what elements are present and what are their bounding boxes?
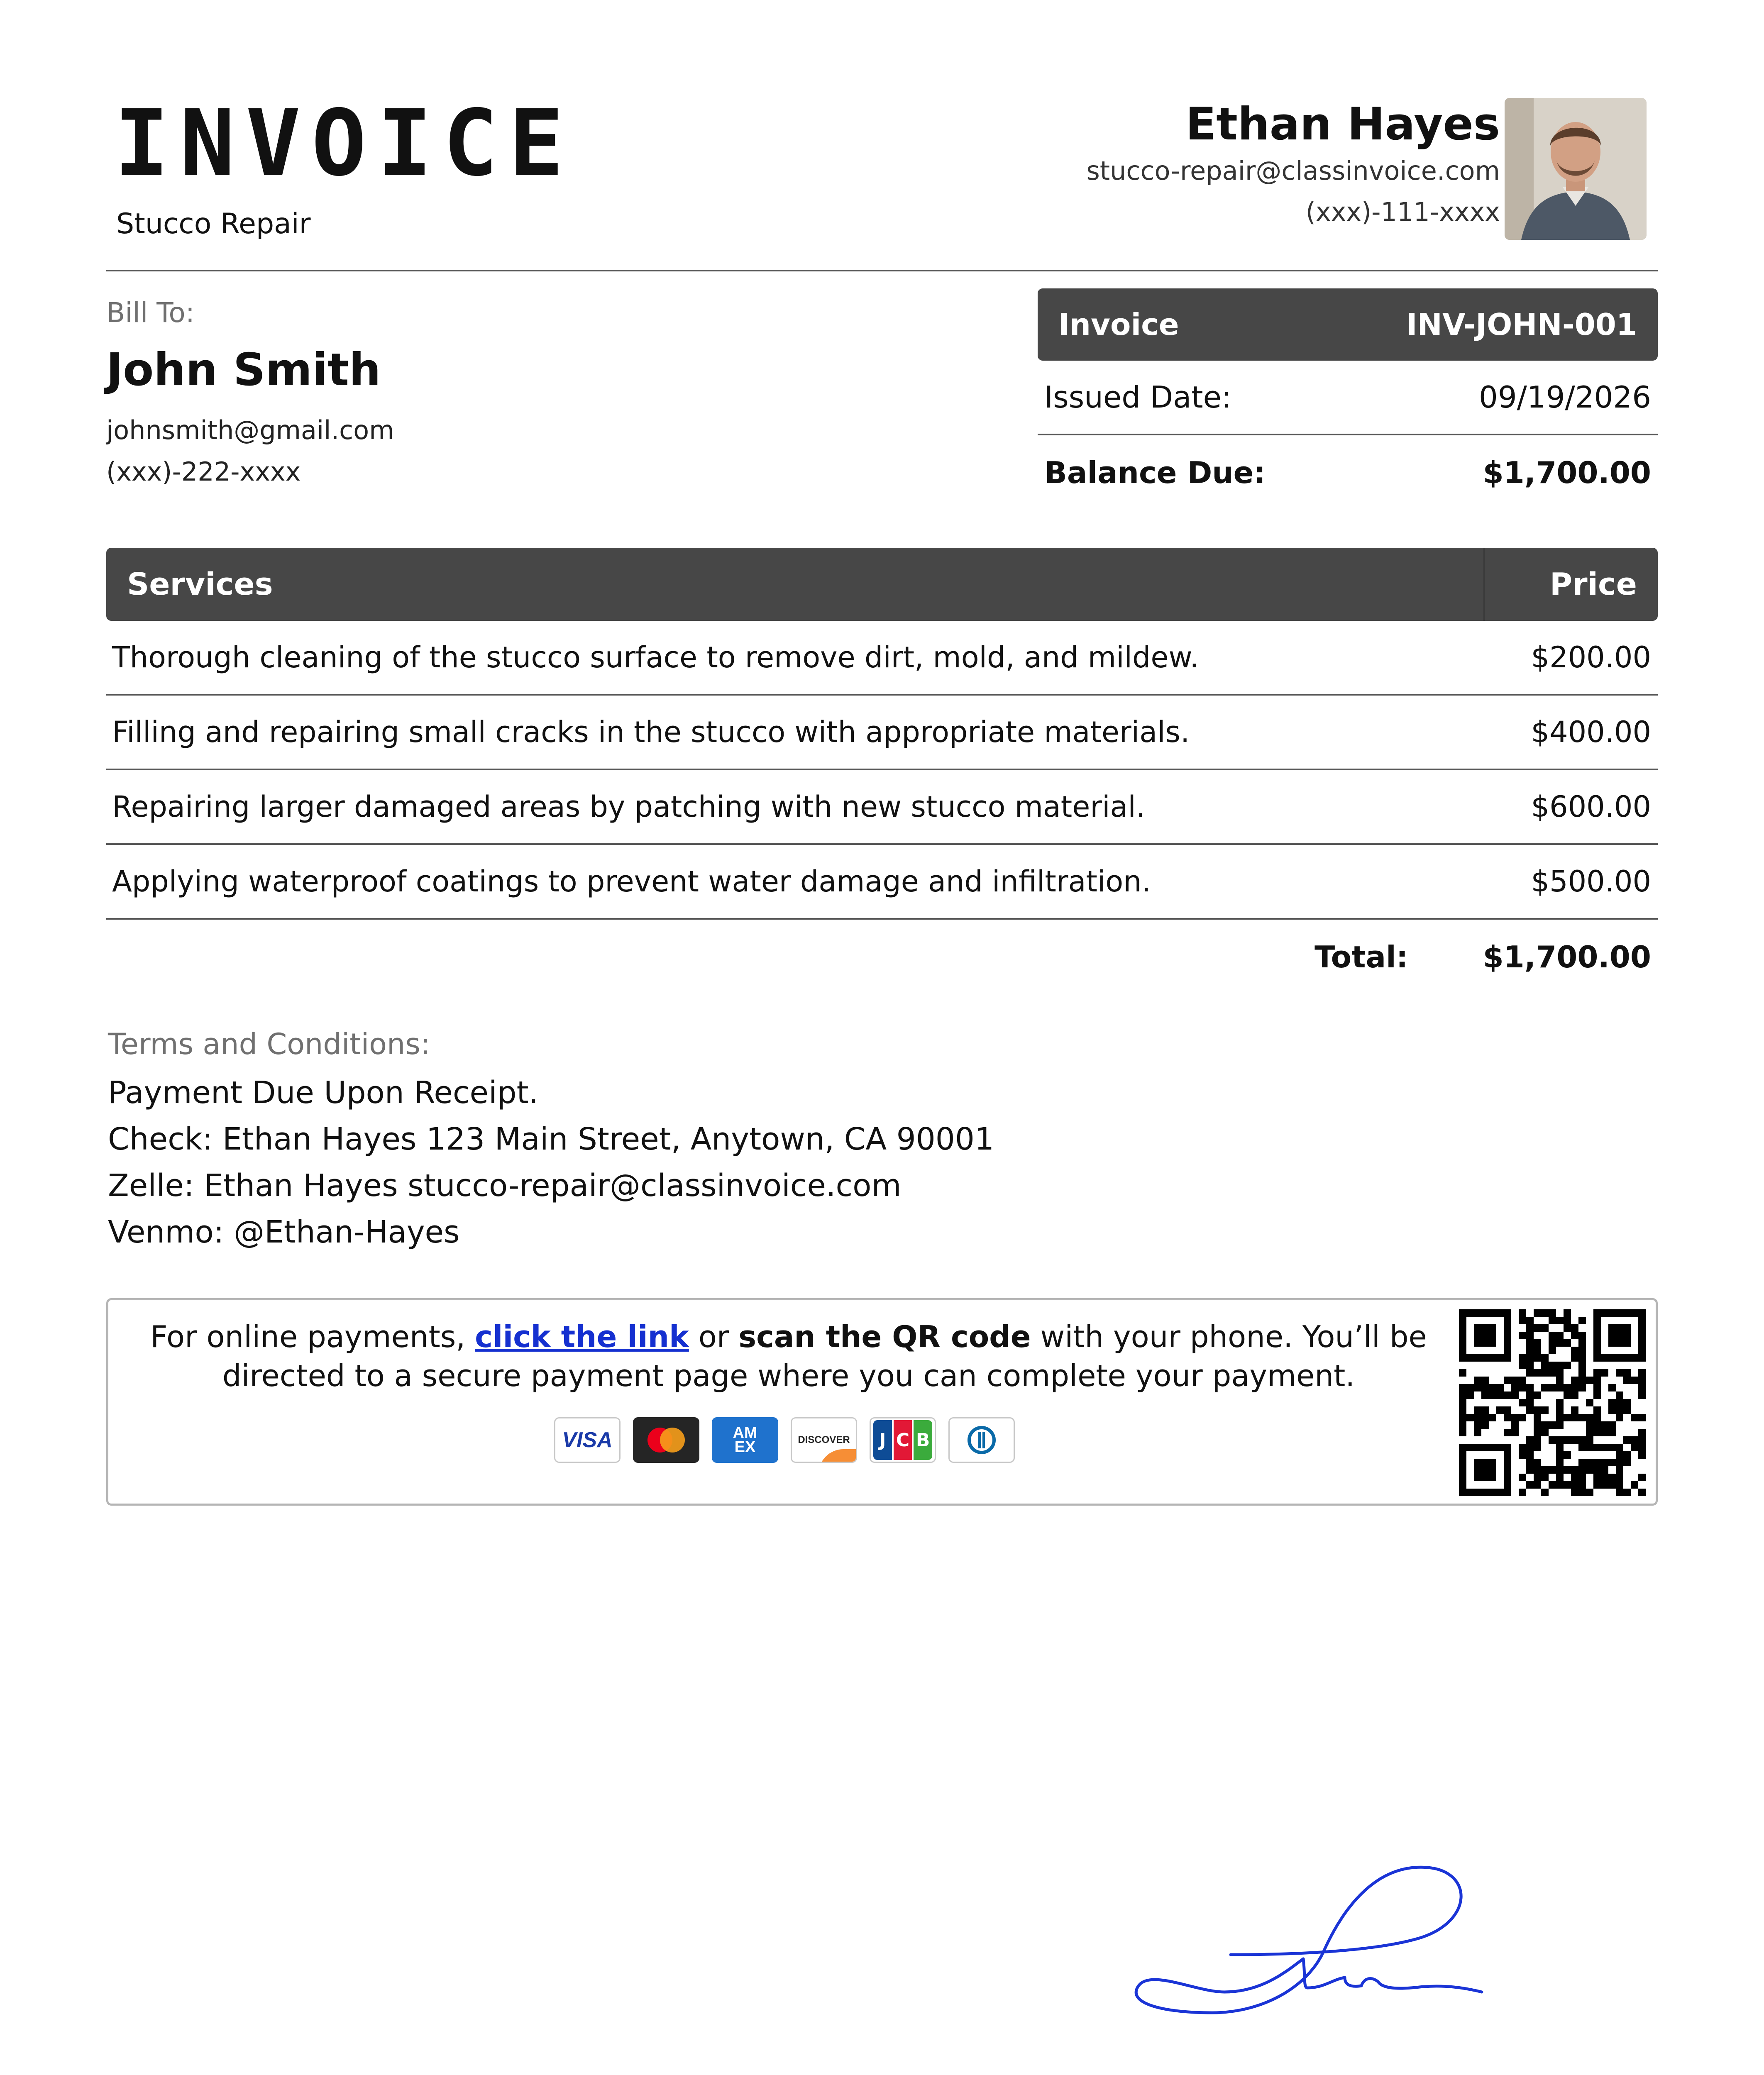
discover-icon: DISCOVER xyxy=(791,1417,857,1463)
services-table xyxy=(106,548,1658,994)
service-price: $400.00 xyxy=(1531,715,1651,749)
terms-line: Venmo: @Ethan-Hayes xyxy=(108,1214,460,1250)
service-description: Applying waterproof coatings to prevent water damage and infiltration. xyxy=(112,864,1151,898)
issued-date-row xyxy=(1038,361,1658,435)
mastercard-icon xyxy=(633,1417,699,1463)
service-description: Repairing larger damaged areas by patching with new stucco material. xyxy=(112,790,1146,824)
table-row xyxy=(106,770,1658,845)
payment-qr-code[interactable] xyxy=(1459,1309,1646,1496)
sender-phone: (xxx)-111-xxxx xyxy=(1305,197,1500,227)
issued-date-value: 09/19/2026 xyxy=(1479,380,1651,415)
card-logos xyxy=(554,1417,1015,1463)
payment-link[interactable]: click the link xyxy=(475,1319,689,1354)
client-name: John Smith xyxy=(106,344,381,396)
payment-text-before: For online payments, xyxy=(150,1319,475,1354)
jcb-icon: J C B xyxy=(870,1417,936,1463)
diners-icon xyxy=(948,1417,1015,1463)
service-price: $200.00 xyxy=(1531,640,1651,674)
terms-line: Check: Ethan Hayes 123 Main Street, Anytown, CA 90001 xyxy=(108,1121,994,1157)
client-phone: (xxx)-222-xxxx xyxy=(106,456,301,487)
invoice-label: Invoice xyxy=(1058,307,1179,342)
invoice-subtitle: Stucco Repair xyxy=(116,208,311,240)
visa-icon: VISA xyxy=(554,1417,621,1463)
service-description: Filling and repairing small cracks in the stucco with appropriate materials. xyxy=(112,715,1190,749)
qr-instruction: scan the QR code xyxy=(738,1319,1031,1354)
sender-photo xyxy=(1505,98,1647,240)
price-column-header: Price xyxy=(1483,548,1658,621)
header-divider xyxy=(106,270,1658,271)
sender-name: Ethan Hayes xyxy=(1185,98,1500,150)
invoice-meta xyxy=(1038,288,1658,510)
services-column-header: Services xyxy=(127,566,273,602)
total-row xyxy=(106,920,1658,994)
terms-line: Zelle: Ethan Hayes stucco-repair@classinvoice.com xyxy=(108,1168,902,1204)
balance-due-value: $1,700.00 xyxy=(1483,455,1651,490)
terms-line: Payment Due Upon Receipt. xyxy=(108,1075,539,1111)
service-description: Thorough cleaning of the stucco surface to remove dirt, mold, and mildew. xyxy=(112,640,1199,674)
table-row xyxy=(106,696,1658,770)
payment-text-after: with your phone. You’ll be directed to a secure payment page where you can complete your payment. xyxy=(222,1319,1427,1393)
invoice-number-bar xyxy=(1038,288,1658,361)
services-header xyxy=(106,548,1658,621)
sender-email: stucco-repair@classinvoice.com xyxy=(1086,156,1500,186)
bill-to-label: Bill To: xyxy=(106,297,195,329)
payment-text-mid: or xyxy=(689,1319,739,1354)
invoice-title: INVOICE xyxy=(114,90,575,196)
client-email: johnsmith@gmail.com xyxy=(106,415,394,445)
service-price: $600.00 xyxy=(1531,790,1651,824)
amex-icon: AM EX xyxy=(712,1417,778,1463)
terms-label: Terms and Conditions: xyxy=(108,1027,430,1061)
balance-due-row xyxy=(1038,435,1658,510)
table-row xyxy=(106,845,1658,920)
signature xyxy=(1129,1855,1569,2046)
invoice-number: INV-JOHN-001 xyxy=(1406,307,1637,342)
table-row xyxy=(106,621,1658,696)
payment-instructions xyxy=(125,1318,1453,1395)
total-value: $1,700.00 xyxy=(1483,940,1651,974)
sender-block xyxy=(1086,99,1500,233)
balance-due-label: Balance Due: xyxy=(1044,455,1266,490)
total-label: Total: xyxy=(1314,940,1408,974)
issued-date-label: Issued Date: xyxy=(1044,380,1232,415)
service-price: $500.00 xyxy=(1531,864,1651,898)
